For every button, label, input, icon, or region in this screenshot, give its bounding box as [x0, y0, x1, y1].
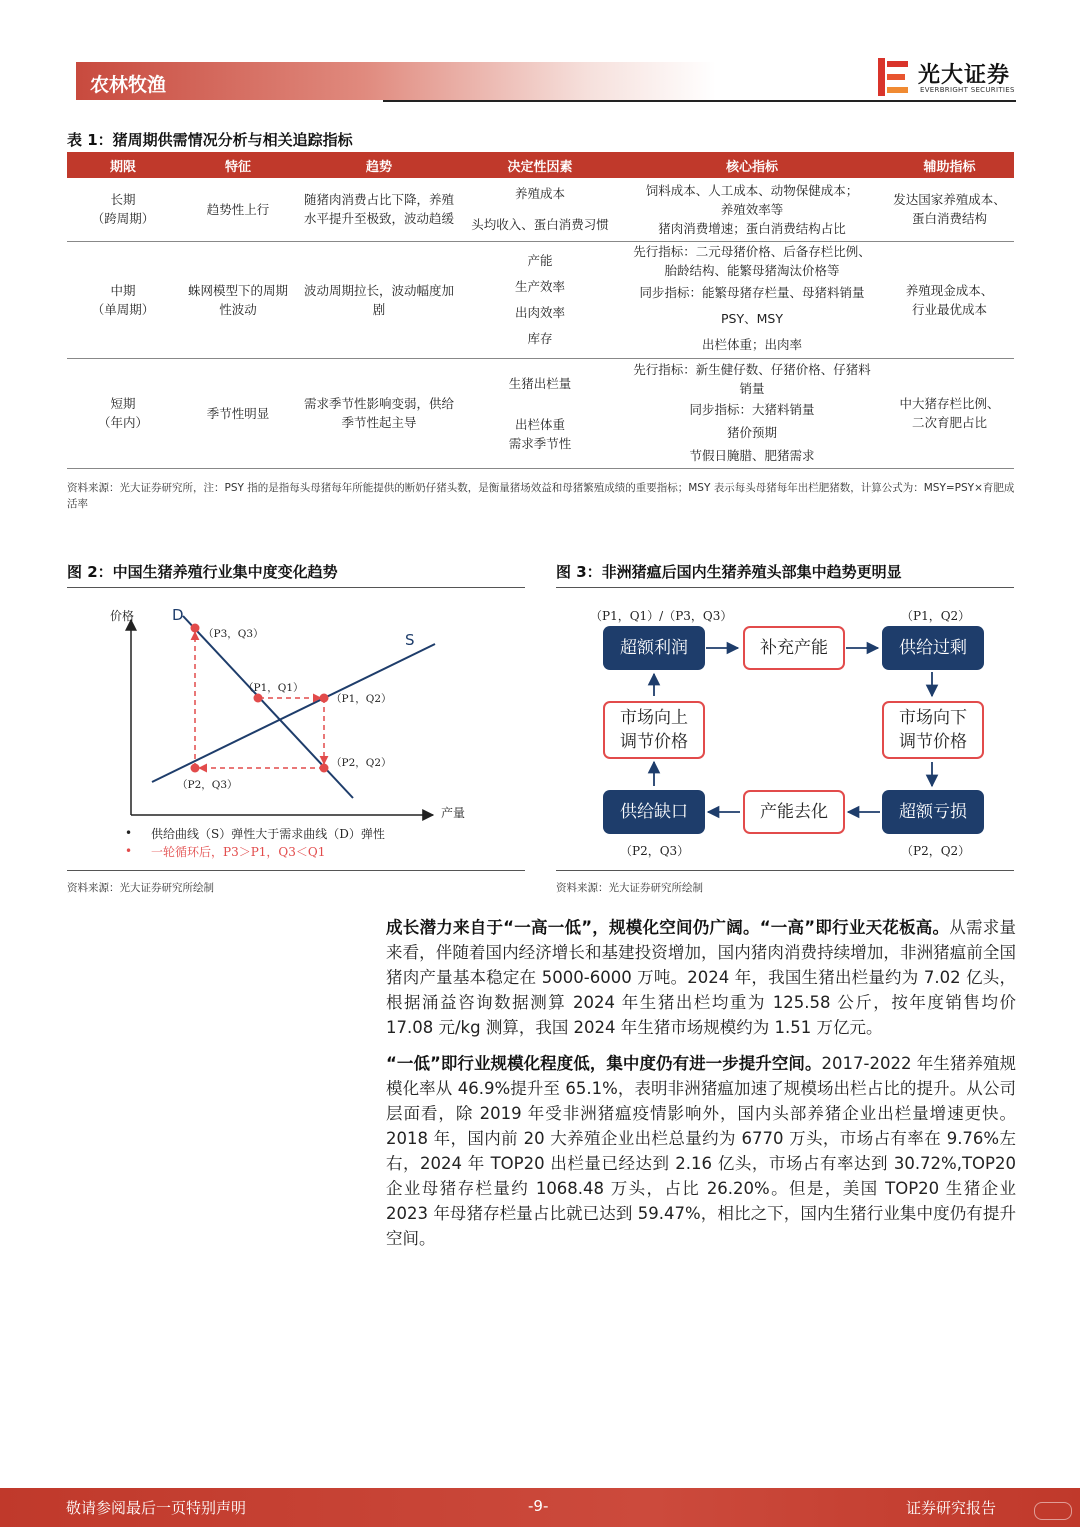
cycle-flowchart: [556, 590, 1014, 870]
cell-line: 季节性起主导: [341, 415, 417, 430]
cell-line: 销量: [739, 380, 765, 396]
cell-line: 胎龄结构、能繁母猪淘汰价格等: [664, 262, 840, 278]
aux-indicator-cell: [885, 358, 1014, 468]
col-header: 期限: [67, 152, 179, 178]
paragraph-body: 从需求量来看，伴随着国内经济增长和基建投资增加，国内猪肉消费持续增加，非洲猪瘟前全国猪肉产量基本稳定在 5000-6000 万吨。2024 年，我国生猪出栏量约为 7.02 亿头，根据涌益咨询数据测算 2024 年生猪出栏均重为 125.58 公斤，按年度销售均价 17.08 元/kg 测算，我国 2024 年生猪市场规模约为 1.51 万亿元。: [386, 918, 1017, 1037]
cell-line: （年内）: [97, 415, 148, 430]
trend-cell: [297, 241, 461, 358]
label-p1q1: （P1，Q1）: [243, 682, 304, 694]
cell-line: 蛛网模型下的周期: [187, 282, 288, 298]
cell-line: 猪肉消费增速；蛋白消费结构占比: [658, 220, 846, 236]
section-title: 农林牧渔: [90, 74, 167, 96]
feature-cell: 季节性明显: [179, 358, 297, 468]
label-p3q3: （P3，Q3）: [203, 628, 264, 640]
cell-line: 生产效率: [514, 278, 565, 294]
footer-disclaimer: 敬请参阅最后一页特别声明: [66, 1499, 247, 1517]
box-add-capacity: 补充产能: [743, 626, 845, 670]
box-line: 调节价格: [620, 732, 688, 752]
cell-line: 养殖成本: [514, 186, 565, 202]
table-row-short: [67, 358, 1014, 468]
cell-line: 发达国家养殖成本、: [893, 192, 1006, 208]
header-band: [76, 62, 716, 100]
col-header: 决定性因素: [461, 152, 619, 178]
cell-line: 出栏体重；出肉率: [701, 336, 802, 352]
period-cell: [67, 358, 179, 468]
table-row-mid: [67, 241, 1014, 358]
page-number: -9-: [528, 1497, 549, 1515]
box-market-up: [603, 701, 705, 759]
box-market-down: [882, 701, 984, 759]
cell-line: PSY、MSY: [721, 310, 783, 326]
logo-text-cn: 光大证券: [918, 63, 1011, 88]
cell-line: 养殖现金成本、: [905, 282, 994, 298]
label-p2q2: （P2，Q2）: [331, 757, 392, 769]
supply-curve-label: S: [405, 631, 415, 649]
box-line: 市场向下: [899, 708, 967, 728]
label-p1q2: （P1，Q2）: [331, 693, 392, 705]
cell-line: 出肉效率: [514, 304, 565, 320]
label-p2q3: （P2，Q3）: [177, 779, 238, 791]
cell-line: 库存: [527, 330, 553, 346]
cell-line: （跨周期）: [91, 211, 155, 227]
core-indicator-cell: [619, 358, 885, 468]
figure2-top-rule: [67, 587, 525, 588]
cell-line: 头均收入、蛋白消费习惯: [471, 217, 609, 233]
cell-line: 需求季节性影响变弱，供给: [303, 396, 454, 411]
point-p1q2: [320, 694, 329, 703]
box-oversupply: 供给过剩: [882, 626, 984, 670]
col-header: 特征: [179, 152, 297, 178]
cell-line: 蛋白消费结构: [911, 211, 987, 227]
caption-p1q1-p3q3: （P1，Q1）/（P3，Q3）: [590, 609, 733, 623]
cell-line: 需求季节性: [508, 435, 572, 451]
logo-text-en: EVERBRIGHT SECURITIES: [920, 86, 1015, 94]
figure2-title: 图 2：中国生猪养殖行业集中度变化趋势: [67, 563, 338, 581]
cell-line: 长期: [110, 192, 136, 208]
feature-cell: [179, 241, 297, 358]
cell-line: 中大猪存栏比例、: [899, 396, 1000, 411]
feature-cell: 趋势性上行: [179, 178, 297, 241]
core-indicator-cell: [619, 241, 885, 358]
footer-report-type: 证券研究报告: [906, 1499, 997, 1517]
cell-line: （单周期）: [91, 301, 155, 317]
figure3-top-rule: [556, 587, 1014, 588]
cell-line: 同步指标：大猪料销量: [689, 401, 815, 417]
figure3-title: 图 3：非洲猪瘟后国内生猪养殖头部集中趋势更明显: [556, 563, 902, 581]
box-excess-loss: 超额亏损: [882, 790, 984, 834]
box-line: 调节价格: [899, 732, 967, 752]
demand-curve-label: D: [172, 606, 184, 624]
watermark-badge: [1034, 1502, 1072, 1520]
paragraph-lead: “一低”即行业规模化程度低，集中度仍有进一步提升空间。: [386, 1054, 822, 1073]
point-p2q2: [320, 764, 329, 773]
paragraph-body: 2017-2022 年生猪养殖规模化率从 46.9%提升至 65.1%，表明非洲猪瘟加速了规模场出栏占比的提升。从公司层面看，除 2019 年受非洲猪瘟疫情影响外，国内头部养猪企业出栏量增速更快。2018 年，国内前 20 大养殖企业出栏总量约为 6770 万头，市场占有率在 9.76%左右，2024 年 TOP20 出栏量已经达到 2.16 亿头，市场占有率达到 30.72%,TOP20 企业母猪存栏量约 1068.48 万头，占比 26.20%。但是，美国 TOP20 生猪企业 2023 年母猪存栏量占比就已达到 59.47%，相比之下，国内生猪行业集中度仍有提升空间。: [386, 1054, 1016, 1248]
cell-line: 生猪出栏量: [508, 375, 572, 391]
paragraph-concentration: [386, 1051, 1016, 1251]
point-p1q1: [254, 694, 263, 703]
cell-line: 先行指标：二元母猪价格、后备存栏比例、: [633, 243, 871, 259]
note-bullet: •: [125, 826, 133, 840]
cell-line: 产能: [527, 252, 553, 268]
cell-line: 先行指标：新生健仔数、仔猪价格、仔猪料: [633, 361, 871, 377]
factor-cell: [461, 178, 619, 241]
caption-p2q3: （P2，Q3）: [620, 844, 690, 858]
cell-line: 节假日腌腊、肥猪需求: [689, 447, 815, 463]
point-p3q3: [191, 624, 200, 633]
aux-indicator-cell: [885, 178, 1014, 241]
factor-cell: [461, 358, 619, 468]
caption-p1q2: （P1，Q2）: [901, 609, 971, 623]
box-supply-gap: 供给缺口: [603, 790, 705, 834]
cell-line: 饲料成本、人工成本、动物保健成本；: [645, 182, 859, 198]
cell-line: 短期: [110, 396, 136, 411]
figure2-bottom-rule: [67, 870, 525, 871]
box-capacity-reduction: 产能去化: [743, 790, 845, 834]
table-source-note: 资料来源：光大证券研究所，注：PSY 指的是指每头母猪每年所能提供的断奶仔猪头数，是衡量猪场效益和母猪繁殖成绩的重要指标；MSY 表示每头母猪每年出栏肥猪数，计算公式为：MSY=PSY×育肥成活率: [67, 482, 1015, 510]
note-bullet: •: [125, 844, 133, 858]
note-elasticity: 供给曲线（S）弹性大于需求曲线（D）弹性: [151, 827, 385, 841]
header-rule: [383, 100, 1016, 102]
x-axis-label: 产量: [441, 806, 466, 820]
table-title: 表 1：猪周期供需情况分析与相关追踪指标: [67, 131, 353, 149]
cell-line: 养殖效率等: [720, 201, 784, 217]
cell-line: 出栏体重: [514, 416, 565, 432]
figure3-source: 资料来源：光大证券研究所绘制: [556, 882, 703, 894]
trend-cell: [297, 358, 461, 468]
period-cell: [67, 241, 179, 358]
table-row-long: [67, 178, 1014, 241]
cell-line: 中期: [110, 282, 136, 298]
table-header-row: [67, 152, 1014, 178]
caption-p2q2: （P2，Q2）: [901, 844, 971, 858]
figure2-source: 资料来源：光大证券研究所绘制: [67, 882, 214, 894]
y-axis-label: 价格: [110, 609, 135, 623]
paragraph-growth: [386, 915, 1016, 1040]
cell-line: 剧: [372, 301, 386, 317]
paragraph-lead: 成长潜力来自于“一高一低”，规模化空间仍广阔。“一高”即行业天花板高。: [386, 918, 950, 937]
col-header: 趋势: [297, 152, 461, 178]
cell-line: 水平提升至极致，波动趋缓: [303, 211, 454, 227]
cell-line: 行业最优成本: [911, 301, 987, 317]
cell-line: 猪价预期: [726, 424, 777, 440]
period-cell: [67, 178, 179, 241]
factor-cell: [461, 241, 619, 358]
cell-line: 波动周期拉长，波动幅度加: [303, 282, 454, 298]
box-excess-profit: 超额利润: [603, 626, 705, 670]
point-p2q3: [191, 764, 200, 773]
cell-line: 同步指标：能繁母猪存栏量、母猪料销量: [639, 284, 865, 300]
cell-line: 二次育肥占比: [911, 415, 987, 430]
pig-cycle-table: [67, 152, 1014, 469]
figure3-bottom-rule: [556, 870, 1014, 871]
everbright-logo-icon: [878, 58, 908, 96]
cell-line: 性波动: [219, 301, 257, 317]
cell-line: 随猪肉消费占比下降，养殖: [303, 192, 454, 208]
supply-demand-diagram: [67, 590, 525, 870]
box-line: 市场向上: [620, 708, 688, 728]
col-header: 辅助指标: [885, 152, 1014, 178]
core-indicator-cell: [619, 178, 885, 241]
aux-indicator-cell: [885, 241, 1014, 358]
note-cycle: 一轮循环后，P3＞P1，Q3＜Q1: [151, 845, 326, 859]
trend-cell: [297, 178, 461, 241]
col-header: 核心指标: [619, 152, 885, 178]
